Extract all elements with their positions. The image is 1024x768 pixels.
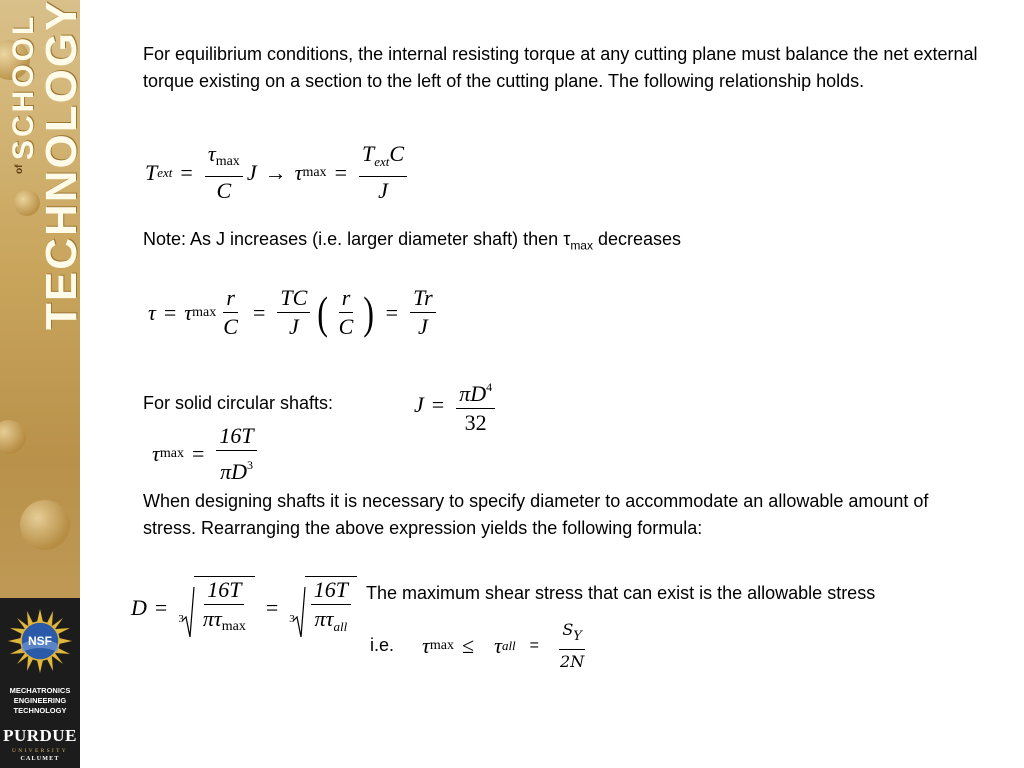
symbol-tau: τ [422, 633, 430, 658]
equals-sign: = [180, 159, 193, 185]
symbol-2N: 2N [560, 652, 585, 671]
symbol-tau: τ [184, 299, 193, 325]
ie-label: i.e. [370, 635, 395, 655]
equation-shaft-diameter [131, 576, 360, 639]
symbol-tau: τ [148, 299, 156, 325]
symbol-piD: πD [220, 459, 247, 484]
campus-name: CALUMET [20, 756, 60, 762]
subscript-max: max [429, 638, 454, 653]
symbol-T: T [361, 141, 375, 166]
right-paren: ) [363, 286, 375, 338]
symbol-TC: TC [277, 286, 310, 313]
subscript-Y: Y [573, 629, 582, 644]
equilibrium-paragraph: For equilibrium conditions, the internal resisting torque at any cutting plane must balance the net external torque existing on a section to the left of the cutting plane. The following relationship holds. [143, 44, 978, 91]
program-line: ENGINEERING [13, 696, 67, 705]
symbol-tau: τ [494, 633, 502, 658]
equals-sign: = [252, 299, 266, 325]
fraction [220, 286, 241, 339]
symbol-tau: τ [325, 606, 334, 631]
equation-max-shear-solid [152, 424, 261, 484]
subscript-ext: ext [157, 164, 173, 180]
symbol-C: C [389, 141, 405, 166]
fraction [205, 142, 243, 203]
symbol-16T: 16T [204, 578, 244, 605]
purdue-logo: PURDUE [3, 726, 77, 745]
subscript-max: max [159, 446, 184, 461]
symbol-C: C [216, 178, 232, 203]
symbol-C: C [223, 314, 238, 339]
equation-shear-distribution [148, 286, 440, 339]
symbol-r: r [223, 286, 238, 313]
exponent-3: 3 [246, 458, 253, 472]
fraction [277, 286, 310, 339]
equation-torque-equilibrium [145, 142, 411, 203]
subscript-all: all [501, 638, 516, 653]
technology-text: TECHNOLOGY [37, 0, 86, 330]
note-subscript: max [570, 238, 593, 253]
symbol-Tr: Tr [410, 286, 436, 313]
symbol-J: J [246, 159, 257, 185]
subscript-max: max [302, 164, 327, 180]
fraction [410, 286, 436, 339]
symbol-tau: τ [152, 441, 160, 466]
equals-sign: = [191, 441, 205, 466]
fraction [216, 424, 256, 484]
note-suffix: decreases [592, 229, 682, 249]
leq-sign: ≤ [461, 633, 475, 658]
equals-sign: = [334, 159, 347, 185]
note-prefix: Note: As J increases (i.e. larger diameter shaft) then τ [143, 229, 571, 249]
symbol-tau: τ [213, 606, 222, 631]
fraction [557, 620, 587, 672]
exponent-4: 4 [486, 380, 493, 394]
symbol-J: J [378, 178, 388, 203]
school-of-technology-logo [8, 0, 84, 330]
design-paragraph: When designing shafts it is necessary to specify diameter to accommodate an allowable amount of stress. Rearranging the above expression yields the following formula: [143, 491, 929, 538]
school-text: SCHOOL [7, 13, 40, 160]
cube-root [178, 576, 255, 639]
equals-sign: = [529, 637, 540, 654]
program-line: TECHNOLOGY [13, 706, 67, 715]
equals-sign: = [385, 299, 399, 325]
sidebar-branding [0, 0, 86, 768]
left-paren: ( [317, 286, 329, 338]
fraction [200, 578, 249, 639]
fraction [456, 375, 495, 435]
symbol-D: D [131, 594, 147, 620]
radical-sign-icon [182, 587, 194, 639]
program-name [0, 686, 80, 716]
symbol-16T: 16T [311, 578, 351, 605]
symbol-J: J [288, 314, 299, 339]
equals-sign: = [431, 392, 445, 417]
equals-sign: = [154, 594, 168, 620]
radical-sign-icon [293, 587, 305, 639]
equation-polar-moment [414, 375, 499, 435]
university-word: UNIVERSITY [12, 748, 68, 754]
subscript-ext: ext [374, 154, 390, 169]
decorative-orb [0, 420, 26, 454]
root-index: 3 [289, 613, 295, 625]
fraction [359, 142, 407, 203]
of-text: of [14, 164, 25, 174]
subscript-max: max [221, 619, 246, 634]
program-line: MECHATRONICS [9, 686, 71, 695]
subscript-max: max [215, 154, 240, 169]
number-32: 32 [464, 410, 487, 435]
cube-root [289, 576, 357, 639]
symbol-16T: 16T [216, 424, 256, 451]
symbol-S: S [562, 620, 574, 639]
subscript-all: all [333, 619, 348, 634]
equation-allowable-stress [422, 620, 591, 672]
symbol-T: T [145, 159, 158, 185]
symbol-pi: π [314, 606, 326, 631]
symbol-piD: πD [459, 381, 487, 406]
symbol-tau: τ [294, 159, 303, 185]
solid-shaft-label: For solid circular shafts: [143, 393, 334, 413]
symbol-tau: τ [207, 141, 216, 166]
subscript-max: max [192, 304, 217, 320]
decorative-orb [20, 500, 70, 550]
nsf-label: NSF [28, 634, 52, 648]
nsf-logo-icon [7, 608, 73, 674]
symbol-r: r [339, 286, 354, 313]
symbol-pi: π [202, 606, 214, 631]
equals-sign: = [265, 594, 279, 620]
symbol-J: J [414, 392, 424, 417]
symbol-C: C [338, 314, 354, 339]
symbol-J: J [417, 314, 428, 339]
root-index: 3 [178, 613, 184, 625]
note-text [143, 226, 681, 260]
equals-sign: = [163, 299, 177, 325]
fraction [336, 286, 357, 339]
max-stress-text: The maximum shear stress that can exist is the allowable stress [366, 583, 876, 603]
arrow-sign: → [264, 159, 287, 185]
fraction [311, 578, 351, 639]
nsf-purdue-block [0, 598, 80, 768]
